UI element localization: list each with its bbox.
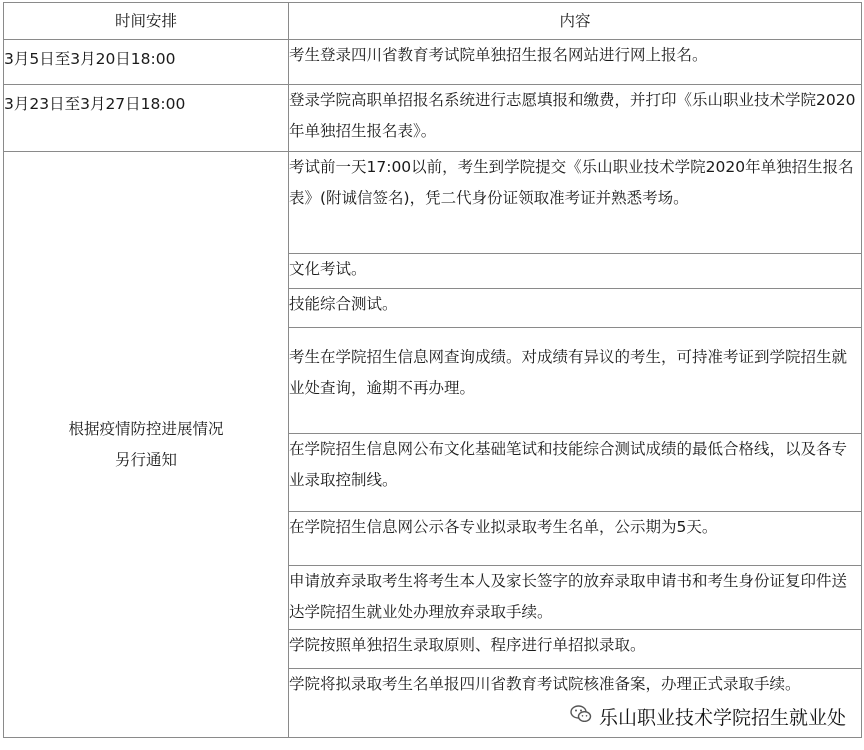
content-cell: 技能综合测试。: [289, 289, 862, 328]
watermark-text: 乐山职业技术学院招生就业处: [598, 706, 846, 729]
header-content: 内容: [289, 3, 862, 40]
content-cell: 在学院招生信息网公布文化基础笔试和技能综合测试成绩的最低合格线，以及各专业录取控制线。: [289, 434, 862, 512]
content-cell: 在学院招生信息网公示各专业拟录取考生名单，公示期为5天。: [289, 512, 862, 566]
content-cell: 考生登录四川省教育考试院单独招生报名网站进行网上报名。: [289, 40, 862, 85]
watermark: [565, 700, 850, 732]
table-header-row: [4, 3, 862, 40]
content-cell: 申请放弃录取考生将考生本人及家长签字的放弃录取申请书和考生身份证复印件送达学院招生就业处办理放弃录取手续。: [289, 566, 862, 630]
schedule-table: [3, 2, 862, 738]
content-cell: 学院按照单独招生录取原则、程序进行单招拟录取。: [289, 630, 862, 669]
content-cell: 考生在学院招生信息网查询成绩。对成绩有异议的考生，可持准考证到学院招生就业处查询，逾期不再办理。: [289, 328, 862, 434]
table-row: [4, 40, 862, 85]
merged-time-cell: 根据疫情防控进展情况另行通知: [4, 152, 289, 738]
header-time: 时间安排: [4, 3, 289, 40]
table-row: [4, 85, 862, 152]
content-cell: 文化考试。: [289, 254, 862, 289]
content-cell: 登录学院高职单招报名系统进行志愿填报和缴费，并打印《乐山职业技术学院2020年单独招生报名表》。: [289, 85, 862, 152]
table-row: [4, 152, 862, 254]
wechat-icon: [569, 702, 593, 731]
time-cell: 3月5日至3月20日18:00: [4, 40, 289, 85]
time-cell: 3月23日至3月27日18:00: [4, 85, 289, 152]
content-cell: 考试前一天17:00以前，考生到学院提交《乐山职业技术学院2020年单独招生报名表》(附诚信签名)，凭二代身份证领取准考证并熟悉考场。: [289, 152, 862, 254]
content-cell: 学院将拟录取考生名单报四川省教育考试院核准备案，办理正式录取手续。: [289, 669, 862, 738]
